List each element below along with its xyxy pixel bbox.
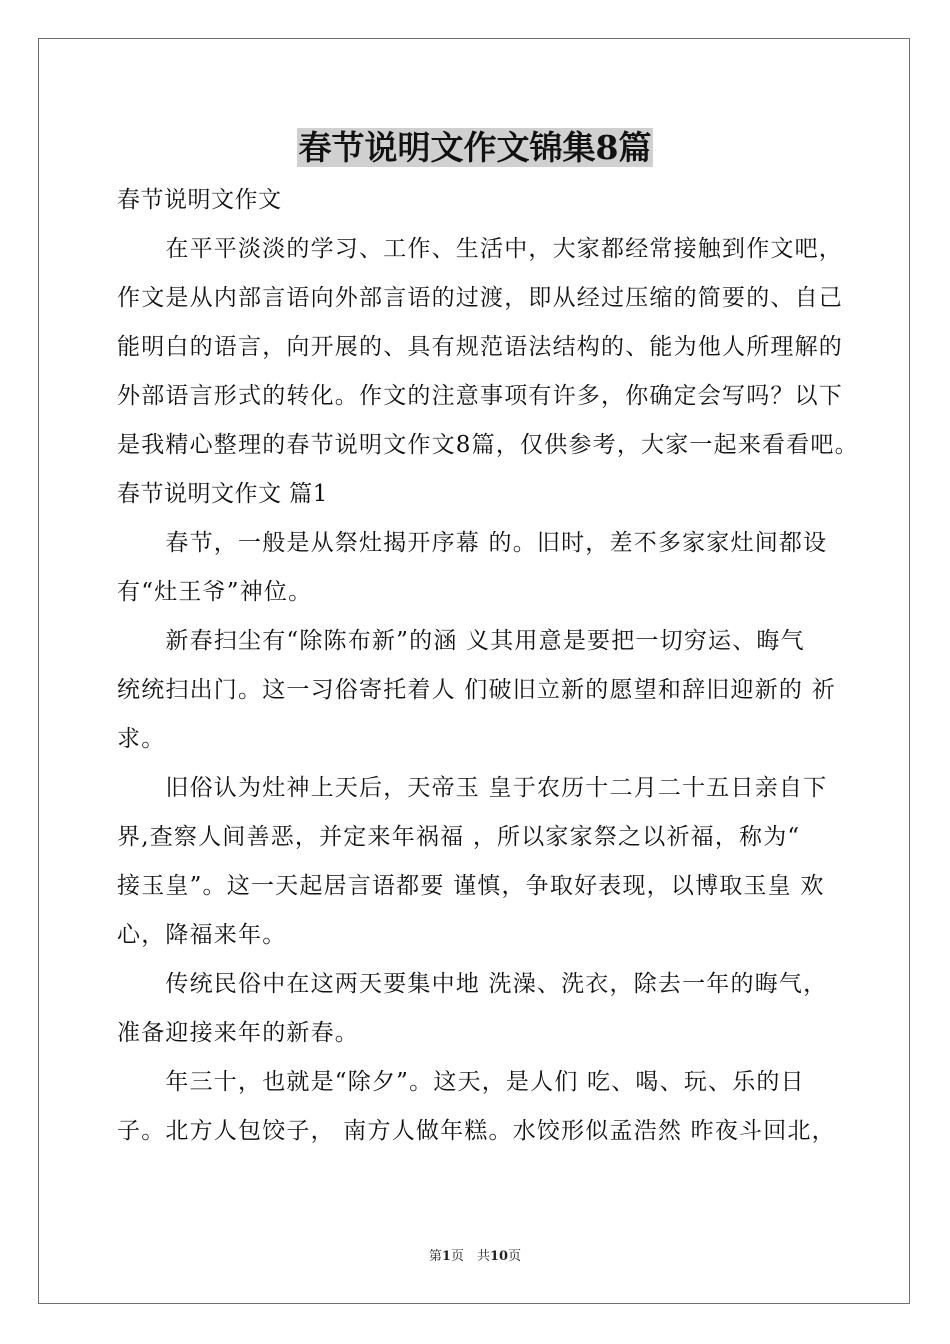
paragraph-line: 年三十，也就是“除夕”。这天，是人们 吃、喝、玩、乐的日 <box>117 1069 805 1095</box>
paragraph-line: 求。 <box>117 726 166 752</box>
paragraph-line: 有“灶王爷”神位。 <box>117 579 313 605</box>
paragraph-line: 旧俗认为灶神上天后，天帝玉 皇于农历十二月二十五日亲自下 <box>117 775 828 801</box>
section-heading: 春节说明文作文 <box>117 187 282 213</box>
footer-page-mid: 页 共 <box>450 1249 490 1264</box>
paragraph-line: 准备迎接来年的新春。 <box>117 1020 359 1046</box>
paragraph-line: 外部语言形式的转化。作文的注意事项有许多，你确定会写吗？以下 <box>117 383 843 409</box>
section-heading: 春节说明文作文 篇1 <box>117 481 328 507</box>
paragraph-line: 新春扫尘有“除陈布新”的涵 义其用意是要把一切穷运、晦气 <box>117 628 805 654</box>
paragraph-line: 在平平淡淡的学习、工作、生活中，大家都经常接触到作文吧， <box>117 236 843 262</box>
paragraph-line: 接玉皇”。这一天起居言语都要 谨慎，争取好表现，以博取玉皇 欢 <box>117 873 825 899</box>
footer-page-suffix: 页 <box>508 1249 522 1264</box>
footer-page-prefix: 第 <box>428 1249 442 1264</box>
paragraph-line: 统统扫出门。这一习俗寄托着人 们破旧立新的愿望和辞旧迎新的 祈 <box>117 677 836 703</box>
paragraph-line: 是我精心整理的春节说明文作文8篇，仅供参考，大家一起来看看吧。 <box>117 432 859 458</box>
footer-page-number: 1 <box>441 1249 451 1264</box>
page-footer <box>0 1247 950 1267</box>
paragraph-line: 心，降福来年。 <box>117 922 287 948</box>
document-title <box>0 122 950 174</box>
paragraph-line: 能明白的语言，向开展的、具有规范语法结构的、能为他人所理解的 <box>117 334 843 360</box>
paragraph-line: 春节，一般是从祭灶揭开序幕 的。旧时，差不多家家灶间都设 <box>117 530 828 556</box>
paragraph-line: 作文是从内部言语向外部言语的过渡，即从经过压缩的简要的、自己 <box>117 285 843 311</box>
paragraph-line: 界,查察人间善恶，并定来年祸福 ，所以家家祭之以祈福，称为“ <box>117 824 801 850</box>
footer-page-total: 10 <box>489 1249 509 1264</box>
paragraph-line: 传统民俗中在这两天要集中地 洗澡、洗衣，除去一年的晦气， <box>117 971 828 997</box>
document-title-text: 春节说明文作文锦集8篇 <box>298 128 652 167</box>
document-body <box>117 176 859 1156</box>
paragraph-line: 子。北方人包饺子， 南方人做年糕。水饺形似孟浩然 昨夜斗回北， <box>117 1118 836 1144</box>
